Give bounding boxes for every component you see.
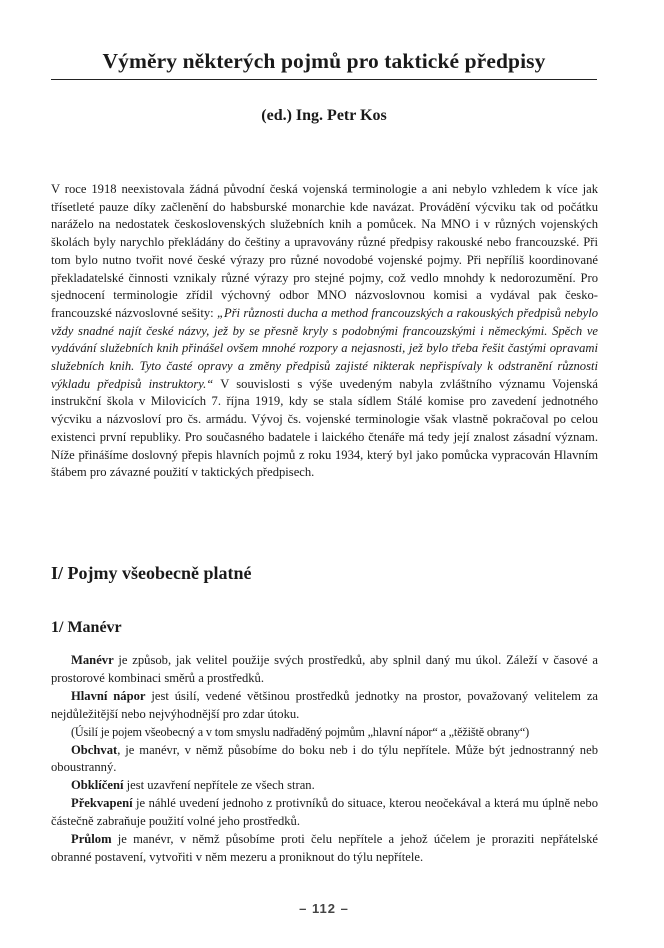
subsection-heading: 1/ Manévr bbox=[51, 619, 122, 636]
definition-term: Obchvat bbox=[71, 742, 118, 757]
article-title: Výměry některých pojmů pro taktické předpisy bbox=[102, 49, 546, 73]
definition-text: je způsob, jak velitel použije svých prostředků, aby splnil daný mu úkol. Záleží v časové a prostorové kombinaci směrů a prostředků. bbox=[51, 653, 598, 685]
definition-term: Překvapení bbox=[71, 796, 133, 811]
definition-item bbox=[51, 652, 598, 688]
definition-term: Průlom bbox=[71, 832, 112, 847]
definitions-list bbox=[51, 652, 598, 867]
intro-text-1: V roce 1918 neexistovala žádná původní česká vojenská terminologie a ani nebylo vzhledem k více jak třísetleté pauze díky začlenění do habsburské monarchie kde navázat. Provádění výcviku tak od počátku naráželo na nedostatek československých služebních knih a pomůcek. Na MNO i v různých vojenských školách byly narychlo překládány do češtiny a upravovány různé předpisy rakouské nebo francouzské. Při tom bylo nutno tvořit nové české výrazy pro různé novodobé vojenské pojmy. Při nepříliš koordinované překladatelské činnosti vznikaly různé výrazy pro stejné pojmy, což vedlo mnohdy k nedorozumění. Pro sjednocení terminologie zřídil výchovný odbor MNO názvoslovnou komisi a vydával pak česko-francouzské názvoslovné sešity: bbox=[51, 182, 598, 320]
definition-item bbox=[51, 831, 598, 867]
intro-paragraph bbox=[51, 181, 598, 482]
definition-note bbox=[51, 724, 598, 742]
definition-text: jest úsilí, vedené většinou prostředků jednotky na prostor, považovaný velitelem za nejdůležitější nebo nejvýhodnější pro zdar útoku. bbox=[51, 688, 599, 721]
section-heading: I/ Pojmy všeobecně platné bbox=[51, 563, 252, 583]
definition-item bbox=[51, 795, 598, 831]
definition-text: (Úsilí je pojem všeobecný a v tom smyslu nadřaděný pojmům „hlavní nápor“ a „těžiště obrany“) bbox=[71, 724, 529, 739]
intro-text-2: V souvislosti s výše uvedeným nabyla zvláštního významu Vojenská instrukční škola v Milovicích 7. října 1919, kdy se stala sídlem Stálé komise pro zavedení jednotného výcviku a názvosloví pro čs. armádu. Vývoj čs. vojenské terminologie však vlastně pokračoval po celou existenci první republiky. Pro současného badatele i laického čtenáře má tedy její znalost zásadní význam. Níže přinášíme doslovný přepis hlavních pojmů z roku 1934, který byl jako pomůcka vypracován Hlavním štábem pro závazné použití v taktických předpisech. bbox=[51, 376, 598, 480]
definition-item bbox=[51, 742, 598, 778]
definition-term: Obklíčení bbox=[71, 778, 124, 793]
definition-text: jest uzavření nepřítele ze všech stran. bbox=[123, 778, 315, 793]
article-author: (ed.) Ing. Petr Kos bbox=[261, 107, 387, 124]
definition-text: je manévr, v němž působíme proti čelu nepřítele a jehož účelem je proraziti nepřátelské obranné postavení, vytvořiti v něm mezeru a proniknout do týlu nepřítele. bbox=[51, 832, 598, 864]
definition-text: , je manévr, v němž působíme do boku neb i do týlu nepřítele. Může být jednostranný neb oboustranný. bbox=[51, 742, 598, 775]
definition-text: je náhlé uvedení jednoho z protivníků do situace, kterou neočekával a která mu úplně nebo částečně zabraňuje použití volné jeho prostředků. bbox=[51, 796, 598, 829]
definition-term: Hlavní nápor bbox=[71, 688, 146, 703]
definition-item bbox=[51, 688, 598, 724]
intro-quote: „Při různosti ducha a method francouzských a rakouských předpisů nebylo vždy snadné najít české názvy, jež by se přesně kryly s podobnými francouzskými i německými. Spěch ve vydávání služebních knih přinášel ovšem mnohé rozpory a nejasnosti, jež bylo třeba řešit častými opravami služebních knih. Tyto časté opravy a změny předpisů zajisté nikterak nepřispívaly k odstranění různosti výkladu předpisů instruktory.“ bbox=[51, 305, 598, 391]
definition-term: Manévr bbox=[71, 653, 114, 667]
definition-item bbox=[51, 777, 598, 795]
page-number: – 112 – bbox=[299, 901, 349, 916]
title-underline bbox=[51, 79, 597, 80]
